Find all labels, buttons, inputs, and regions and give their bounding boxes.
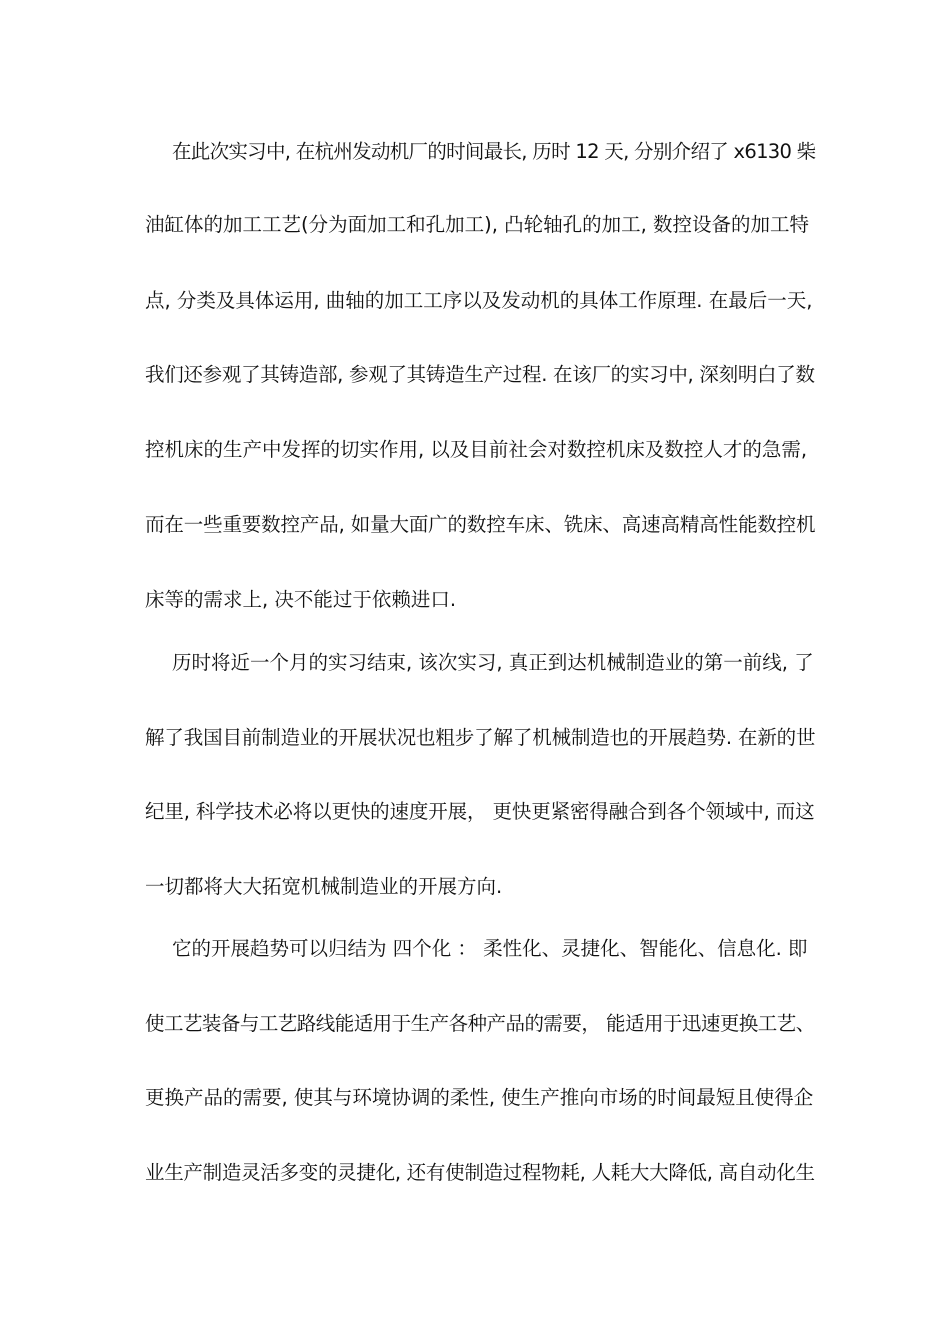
paragraph-1-line-5: 控机床的生产中发挥的切实作用, 以及目前社会对数控机床及数控人才的急需, bbox=[145, 438, 808, 461]
paragraph-1-line-1: 在此次实习中, 在杭州发动机厂的时间最长, 历时 12 天, 分别介绍了 x6130 柴 bbox=[172, 140, 816, 163]
paragraph-3-line-2: 使工艺装备与工艺路线能适用于生产各种产品的需要， 能适用于迅速更换工艺、 bbox=[145, 1012, 815, 1035]
paragraph-2-line-1: 历时将近一个月的实习结束, 该次实习, 真正到达机械制造业的第一前线, 了 bbox=[172, 651, 814, 674]
paragraph-2-line-2: 解了我国目前制造业的开展状况也粗步了解了机械制造也的开展趋势. 在新的世 bbox=[145, 726, 816, 749]
paragraph-3-line-1: 它的开展趋势可以归结为 四个化 ： 柔性化、灵捷化、智能化、信息化. 即 bbox=[172, 937, 808, 960]
paragraph-2-line-3: 纪里, 科学技术必将以更快的速度开展， 更快更紧密得融合到各个领域中, 而这 bbox=[145, 800, 815, 823]
paragraph-3-line-3: 更换产品的需要, 使其与环境协调的柔性, 使生产推向市场的时间最短且使得企 bbox=[145, 1086, 814, 1109]
paragraph-1-line-4: 我们还参观了其铸造部, 参观了其铸造生产过程. 在该厂的实习中, 深刻明白了数 bbox=[145, 363, 815, 386]
paragraph-1-line-6: 而在一些重要数控产品, 如量大面广的数控车床、铣床、高速高精高性能数控机 bbox=[145, 513, 816, 536]
paragraph-1-line-3: 点, 分类及具体运用, 曲轴的加工工序以及发动机的具体工作原理. 在最后一天, bbox=[145, 289, 813, 312]
paragraph-1-line-2: 油缸体的加工工艺(分为面加工和孔加工), 凸轮轴孔的加工, 数控设备的加工特 bbox=[145, 213, 810, 236]
paragraph-1-line-7: 床等的需求上, 决不能过于依赖进口. bbox=[145, 588, 457, 611]
paragraph-3-line-4: 业生产制造灵活多变的灵捷化, 还有使制造过程物耗, 人耗大大降低, 高自动化生 bbox=[145, 1161, 815, 1184]
paragraph-2-line-4: 一切都将大大拓宽机械制造业的开展方向. bbox=[145, 875, 503, 898]
